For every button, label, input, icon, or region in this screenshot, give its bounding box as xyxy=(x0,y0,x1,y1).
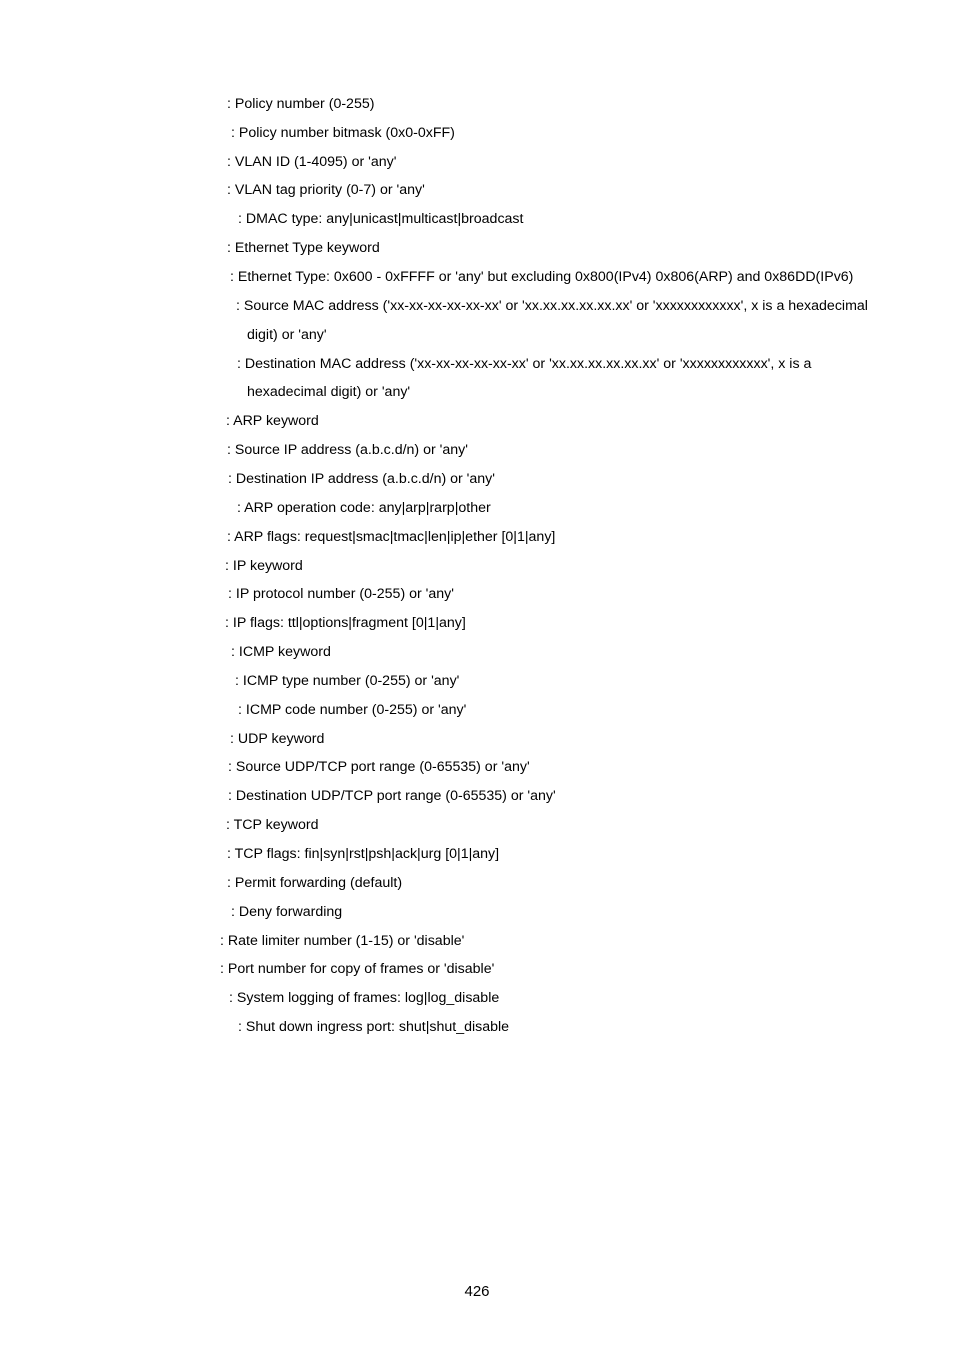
param-line: : Ethernet Type keyword xyxy=(227,240,380,256)
param-line: : VLAN tag priority (0-7) or 'any' xyxy=(227,182,425,198)
param-line: : ICMP type number (0-255) or 'any' xyxy=(235,673,460,689)
param-line: : Source IP address (a.b.c.d/n) or 'any' xyxy=(227,442,468,458)
param-line: : TCP flags: fin|syn|rst|psh|ack|urg [0|1|any] xyxy=(227,846,500,862)
param-line-continuation: digit) or 'any' xyxy=(247,327,327,343)
param-line: : Permit forwarding (default) xyxy=(227,875,403,891)
param-line: : IP flags: ttl|options|fragment [0|1|any] xyxy=(225,615,466,631)
param-line: : Ethernet Type: 0x600 - 0xFFFF or 'any' but excluding 0x800(IPv4) 0x806(ARP) and 0x86DD(IPv6) xyxy=(230,269,854,285)
param-line: : VLAN ID (1-4095) or 'any' xyxy=(227,154,397,170)
param-line-continuation: hexadecimal digit) or 'any' xyxy=(247,384,411,400)
param-line: : Policy number bitmask (0x0-0xFF) xyxy=(231,125,455,141)
param-line: : Deny forwarding xyxy=(231,904,343,920)
param-line: : ARP keyword xyxy=(226,413,319,429)
param-line: : Source UDP/TCP port range (0-65535) or 'any' xyxy=(228,759,530,775)
param-line: : IP protocol number (0-255) or 'any' xyxy=(228,586,454,602)
param-line: : ARP flags: request|smac|tmac|len|ip|ether [0|1|any] xyxy=(227,529,556,545)
param-line: : Rate limiter number (1-15) or 'disable' xyxy=(220,933,465,949)
param-line: : Shut down ingress port: shut|shut_disable xyxy=(238,1019,510,1035)
param-line: : IP keyword xyxy=(225,558,303,574)
param-line: : ARP operation code: any|arp|rarp|other xyxy=(237,500,491,516)
param-line: : Policy number (0-255) xyxy=(227,96,375,112)
param-line: : Destination UDP/TCP port range (0-65535) or 'any' xyxy=(228,788,556,804)
param-line: : DMAC type: any|unicast|multicast|broadcast xyxy=(238,211,524,227)
param-line: : System logging of frames: log|log_disable xyxy=(229,990,500,1006)
param-line: : Destination IP address (a.b.c.d/n) or 'any' xyxy=(228,471,495,487)
param-line: : UDP keyword xyxy=(230,731,325,747)
param-line: : ICMP keyword xyxy=(231,644,331,660)
page-number: 426 xyxy=(464,1283,490,1300)
param-line: : Source MAC address ('xx-xx-xx-xx-xx-xx' or 'xx.xx.xx.xx.xx.xx' or 'xxxxxxxxxxxx', x is a hexadecimal xyxy=(236,298,868,314)
param-line: : Destination MAC address ('xx-xx-xx-xx-xx-xx' or 'xx.xx.xx.xx.xx.xx' or 'xxxxxxxxxxxx', x is a xyxy=(237,356,812,372)
param-line: : Port number for copy of frames or 'disable' xyxy=(220,961,495,977)
param-line: : TCP keyword xyxy=(226,817,319,833)
param-line: : ICMP code number (0-255) or 'any' xyxy=(238,702,467,718)
